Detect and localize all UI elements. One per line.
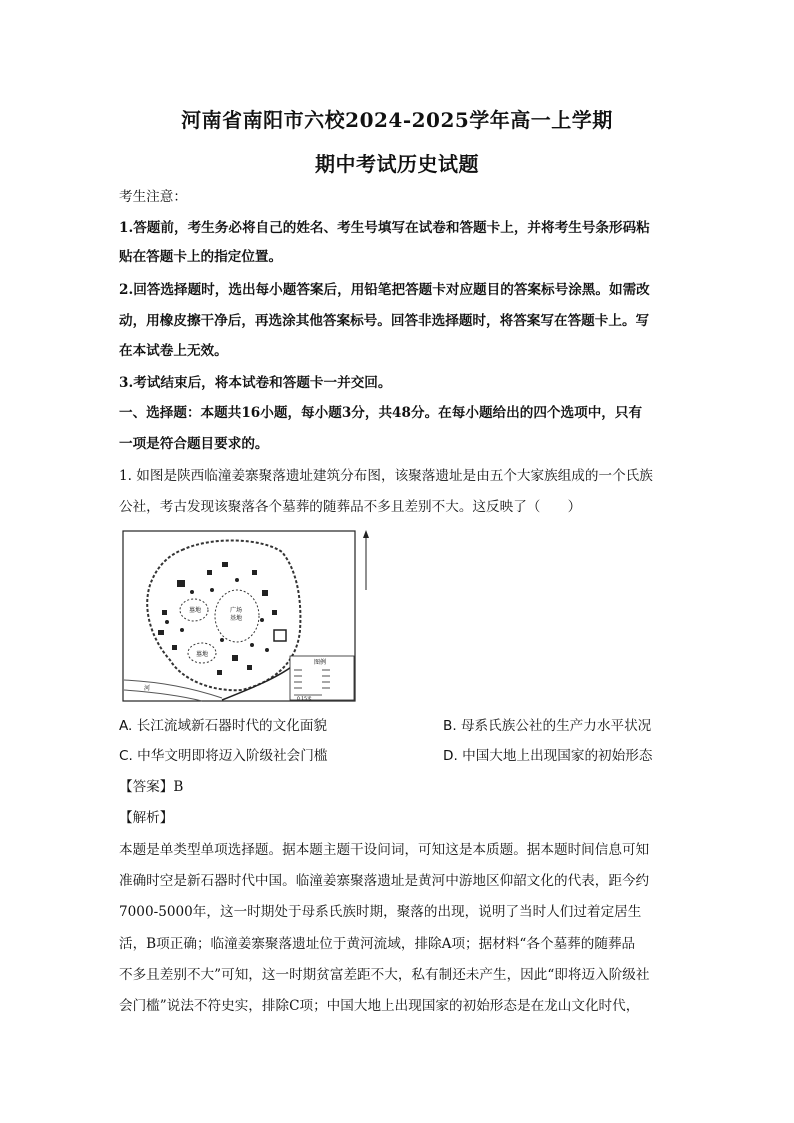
question-1-stem-line-1: 1. 如图是陕西临潼姜寨聚落遗址建筑分布图，该聚落遗址是由五个大家族组成的一个氏族	[119, 468, 653, 484]
notice-item-2-line-3: 在本试卷上无效。	[119, 343, 228, 359]
notice-item-2-line-1: 2.回答选择题时，选出每小题答案后，用铅笔把答题卡对应题目的答案标号涂黑。如需改	[119, 282, 650, 298]
notice-item-2-line-2: 动，用橡皮擦干净后，再选涂其他答案标号。回答非选择题时，将答案写在答题卡上。写	[119, 313, 650, 329]
analysis-line-1: 本题是单类型单项选择题。据本题主题干设问词，可知这是本质题。据本题时间信息可知	[119, 842, 650, 858]
question-1-stem-line-2: 公社，考古发现该聚落各个墓葬的随葬品不多且差别不大。这反映了（ ）	[119, 499, 582, 515]
analysis-line-6: 会门槛”说法不符史实，排除C项；中国大地上出现国家的初始形态是在龙山文化时代，	[119, 998, 640, 1014]
map-legend-title: 图例	[314, 659, 327, 666]
title-line-2: 期中考试历史试题	[315, 152, 479, 176]
option-b: B. 母系氏族公社的生产力水平状况	[443, 718, 652, 734]
title-line-1: 河南省南阳市六校2024-2025学年高一上学期	[181, 108, 613, 132]
notice-item-3: 3.考试结束后，将本试卷和答题卡一并交回。	[119, 375, 392, 391]
map-label-plaza-2: 基地	[230, 615, 243, 622]
analysis-line-4: 活，B项正确；临潼姜寨聚落遗址位于黄河流域，排除A项；据材料“各个墓葬的随葬品	[119, 936, 636, 952]
section-heading-line-2: 一项是符合题目要求的。	[119, 436, 269, 452]
settlement-site-map	[122, 530, 374, 702]
notice-item-1-line-2: 贴在答题卡上的指定位置。	[119, 249, 283, 265]
answer-line: 【答案】B	[119, 779, 184, 795]
option-c: C. 中华文明即将迈入阶级社会门槛	[119, 748, 328, 764]
map-label-plaza: 广场	[230, 607, 243, 614]
notice-item-1-line-1: 1.答题前，考生务必将自己的姓名、考生号填写在试卷和答题卡上，并将考生号条形码粘	[119, 220, 650, 236]
analysis-line-3: 7000-5000年，这一时期处于母系氏族时期，聚落的出现，说明了当时人们过着定居生	[119, 904, 642, 920]
section-heading-line-1: 一、选择题：本题共16小题，每小题3分，共48分。在每小题给出的四个选项中，只有	[119, 405, 643, 421]
notice-heading: 考生注意：	[119, 189, 187, 205]
analysis-heading: 【解析】	[119, 810, 174, 826]
map-label-cemetery-a: 墓地	[189, 607, 202, 614]
option-a: A. 长江流域新石器时代的文化面貌	[119, 718, 328, 734]
option-d: D. 中国大地上出现国家的初始形态	[443, 748, 653, 764]
map-label-cemetery-b: 墓地	[196, 651, 209, 658]
analysis-line-5: 不多且差别不大”可知，这一时期贫富差距不大，私有制还未产生，因此“即将迈入阶级社	[119, 967, 650, 983]
map-label-river: 河	[144, 685, 151, 692]
map-scale: 0 15米	[297, 697, 312, 702]
analysis-line-2: 准确时空是新石器时代中国。临潼姜寨聚落遗址是黄河中游地区仰韶文化的代表，距今约	[119, 873, 650, 889]
